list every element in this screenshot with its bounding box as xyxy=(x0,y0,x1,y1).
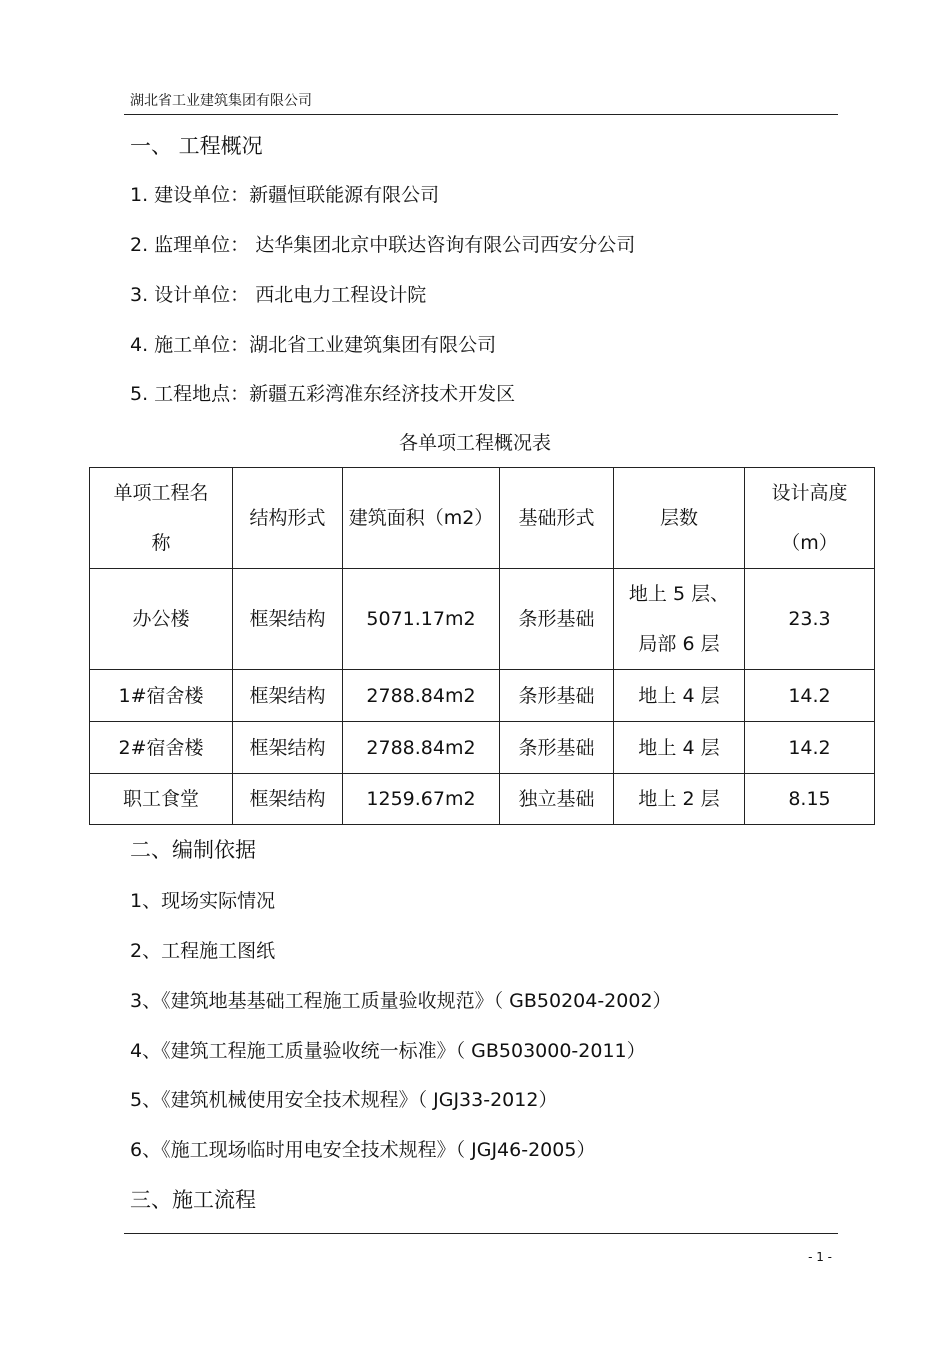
table-cell: 条形基础 xyxy=(500,670,614,722)
project-summary-table xyxy=(89,467,875,825)
section3-title: 三、施工流程 xyxy=(130,1188,256,1212)
info-item: 2. 监理单位： 达华集团北京中联达咨询有限公司西安分公司 xyxy=(130,234,636,256)
basis-item: 6、《施工现场临时用电安全技术规程》（ JGJ46-2005） xyxy=(130,1139,596,1161)
info-item: 1. 建设单位：新疆恒联能源有限公司 xyxy=(130,184,440,206)
info-item: 5. 工程地点：新疆五彩湾准东经济技术开发区 xyxy=(130,383,516,405)
basis-item: 1、现场实际情况 xyxy=(130,890,276,912)
table-cell: 23.3 xyxy=(745,569,875,670)
table-cell: 条形基础 xyxy=(500,569,614,670)
header-cell: 建筑面积（m2） xyxy=(343,468,500,569)
table-cell: 2788.84m2 xyxy=(343,722,500,774)
table-cell: 地上 4 层 xyxy=(614,722,745,774)
basis-item: 4、《建筑工程施工质量验收统一标准》（ GB503000-2011） xyxy=(130,1040,646,1062)
info-item: 4. 施工单位：湖北省工业建筑集团有限公司 xyxy=(130,334,497,356)
table-row xyxy=(90,722,875,774)
footer-rule xyxy=(124,1233,838,1234)
table-cell: 框架结构 xyxy=(233,774,343,825)
page-number: - 1 - xyxy=(808,1250,832,1264)
table-cell: 14.2 xyxy=(745,670,875,722)
header-cell: 单项工程名 称 xyxy=(90,468,233,569)
header-cell: 设计高度 （m） xyxy=(745,468,875,569)
table-row xyxy=(90,569,875,670)
basis-item: 2、工程施工图纸 xyxy=(130,940,276,962)
table-cell: 5071.17m2 xyxy=(343,569,500,670)
header-cell: 基础形式 xyxy=(500,468,614,569)
info-item: 3. 设计单位： 西北电力工程设计院 xyxy=(130,284,427,306)
table-cell: 办公楼 xyxy=(90,569,233,670)
table-title: 各单项工程概况表 xyxy=(398,432,551,454)
table-cell: 2#宿舍楼 xyxy=(90,722,233,774)
table-cell: 条形基础 xyxy=(500,722,614,774)
table-header-row xyxy=(90,468,875,569)
table-cell: 职工食堂 xyxy=(90,774,233,825)
basis-item: 3、《建筑地基基础工程施工质量验收规范》（ GB50204-2002） xyxy=(130,990,672,1012)
table-row xyxy=(90,670,875,722)
table-row xyxy=(90,774,875,825)
table-cell: 独立基础 xyxy=(500,774,614,825)
table-cell: 地上 2 层 xyxy=(614,774,745,825)
table-cell: 8.15 xyxy=(745,774,875,825)
basis-item: 5、《建筑机械使用安全技术规程》（ JGJ33-2012） xyxy=(130,1089,558,1111)
table-cell: 框架结构 xyxy=(233,569,343,670)
section2-title: 二、编制依据 xyxy=(130,838,256,862)
table-cell: 2788.84m2 xyxy=(343,670,500,722)
section1-title: 一、 工程概况 xyxy=(130,134,263,158)
table-cell: 地上 4 层 xyxy=(614,670,745,722)
header-cell: 层数 xyxy=(614,468,745,569)
table-cell: 14.2 xyxy=(745,722,875,774)
header-company: 湖北省工业建筑集团有限公司 xyxy=(130,93,312,109)
header-cell: 结构形式 xyxy=(233,468,343,569)
table-cell: 地上 5 层、 局部 6 层 xyxy=(614,569,745,670)
table-cell: 1#宿舍楼 xyxy=(90,670,233,722)
table-cell: 框架结构 xyxy=(233,722,343,774)
table-cell: 框架结构 xyxy=(233,670,343,722)
table-cell: 1259.67m2 xyxy=(343,774,500,825)
header-rule xyxy=(124,114,838,115)
